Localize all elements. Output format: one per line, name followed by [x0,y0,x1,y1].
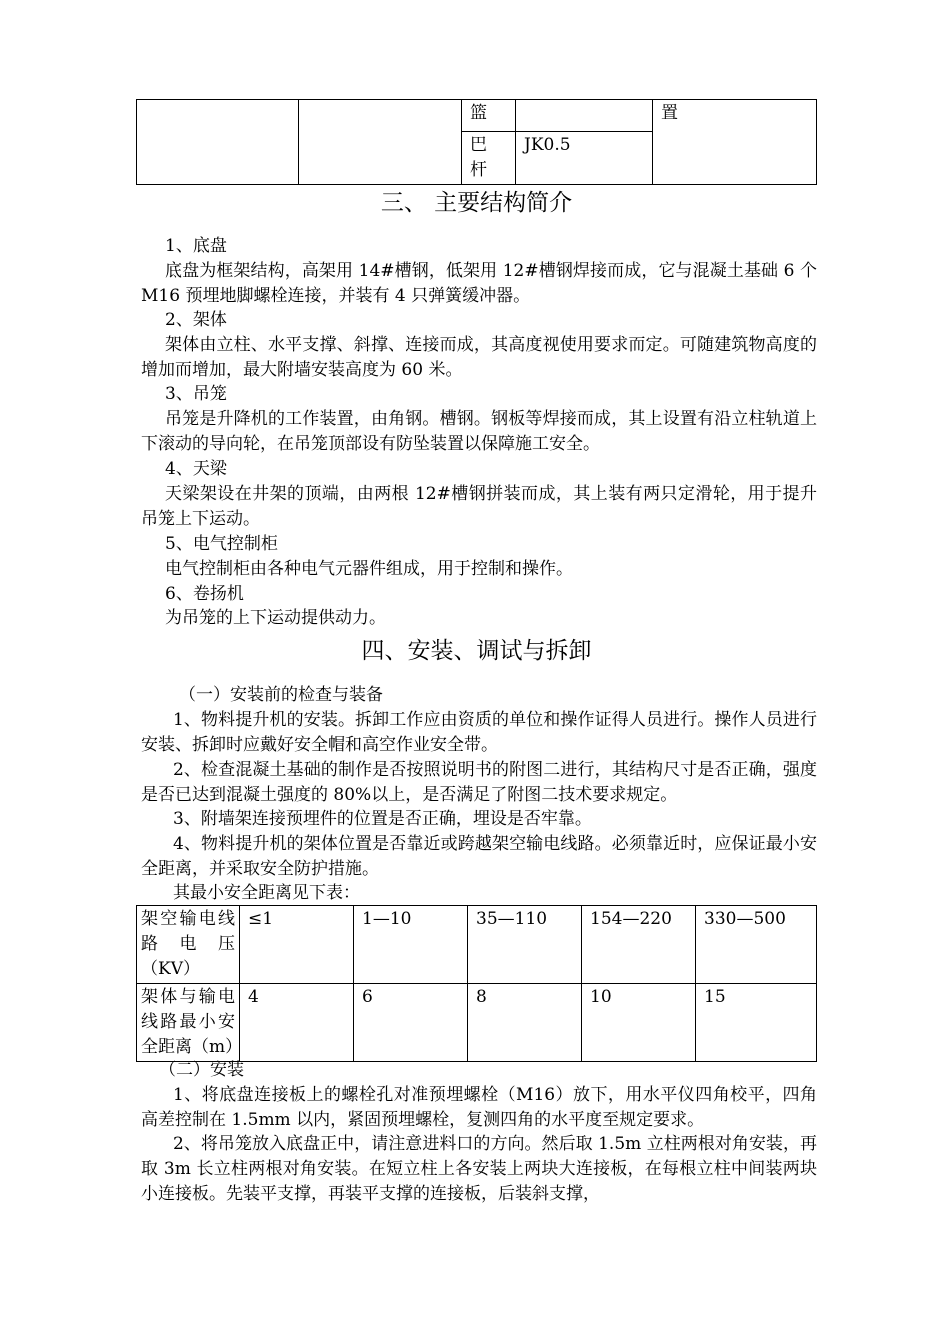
paragraph: 2、检查混凝土基础的制作是否按照说明书的附图二进行，其结构尺寸是否正确，强度是否已达到混凝土强度的 80%以上，是否满足了附图二技术要求规定。 [141,760,817,805]
table-cell: 置 [653,100,817,185]
item-heading: 6、卷扬机 [165,584,244,604]
subsection-heading: （二）安装 [159,1060,244,1080]
paragraph: 为吊笼的上下运动提供动力。 [165,608,386,628]
table-cell: 篮 [462,100,516,132]
item-heading: 4、天梁 [165,459,227,479]
paragraph: 1、物料提升机的安装。拆卸工作应由资质的单位和操作证得人员进行。操作人员进行安装、拆卸时应戴好安全帽和高空作业安全带。 [141,710,817,755]
section-title: 三、 主要结构简介 [380,190,573,216]
table-cell: 1—10 [354,906,468,984]
paragraph: 3、附墙架连接预埋件的位置是否正确，埋设是否牢靠。 [173,809,592,829]
table-cell [516,100,653,132]
table-cell: 8 [468,984,582,1062]
paragraph: 天梁架设在井架的顶端，由两根 12#槽钢拼装而成，其上装有两只定滑轮，用于提升吊笼上下运动。 [141,484,817,529]
table-cell [299,100,462,185]
subsection-heading: （一）安装前的检查与装备 [179,685,383,705]
table-cell [137,100,299,185]
item-heading: 1、底盘 [165,236,227,256]
paragraph: 电气控制柜由各种电气元器件组成，用于控制和操作。 [165,559,573,579]
equipment-table [136,99,817,185]
cell-line: 架空输电线 [141,909,235,929]
cell-line: 线路最小安 [141,1012,235,1032]
table-cell: 4 [240,984,354,1062]
item-heading: 3、吊笼 [165,384,227,404]
table-intro: 其最小安全距离见下表： [173,883,360,903]
paragraph: 2、将吊笼放入底盘正中，请注意进料口的方向。然后取 1.5m 立柱两根对角安装，再取 3m 长立柱两根对角安装。在短立柱上各安装上两块大连接板，在每根立柱中间装两块小连接板。先装平支撑，再装平支撑的连接板，后装斜支撑， [141,1134,817,1204]
cell-line: （KV） [141,959,200,979]
paragraph: 1、将底盘连接板上的螺栓孔对准预埋螺栓（M16）放下，用水平仪四角校平，四角高差控制在 1.5mm 以内，紧固预埋螺栓，复测四角的水平度至规定要求。 [141,1085,817,1130]
paragraph: 吊笼是升降机的工作装置，由角钢。槽钢。钢板等焊接而成，其上设置有沿立柱轨道上下滚动的导向轮，在吊笼顶部设有防坠装置以保障施工安全。 [141,409,817,454]
item-heading: 2、架体 [165,310,227,330]
table-cell: ≤1 [240,906,354,984]
table-cell: 6 [354,984,468,1062]
table-cell: 15 [696,984,817,1062]
table-cell: 330—500 [696,906,817,984]
paragraph: 底盘为框架结构，高架用 14#槽钢，低架用 12#槽钢焊接而成，它与混凝土基础 6 个 M16 预埋地脚螺栓连接，并装有 4 只弹簧缓冲器。 [141,261,817,306]
table-cell: 35—110 [468,906,582,984]
safety-distance-table [136,905,817,1062]
cell-line: 巴 [470,135,487,155]
cell-line: 全距离（m） [141,1037,243,1057]
cell-line: 杆 [470,160,487,180]
cell-line: 路 电 压 [141,934,235,954]
table-cell: 10 [582,984,696,1062]
table-cell [462,132,516,185]
table-cell: JK0.5 [516,132,653,185]
cell-line: 架体与输电 [141,987,235,1007]
item-heading: 5、电气控制柜 [165,534,278,554]
paragraph: 架体由立柱、水平支撑、斜撑、连接而成，其高度视使用要求而定。可随建筑物高度的增加而增加，最大附墙安装高度为 60 米。 [141,335,817,380]
section-title: 四、安装、调试与拆卸 [361,638,592,664]
table-header-cell [137,906,240,984]
table-header-cell [137,984,243,1062]
table-cell: 154—220 [582,906,696,984]
paragraph: 4、物料提升机的架体位置是否靠近或跨越架空输电线路。必须靠近时，应保证最小安全距离，并采取安全防护措施。 [141,834,817,879]
